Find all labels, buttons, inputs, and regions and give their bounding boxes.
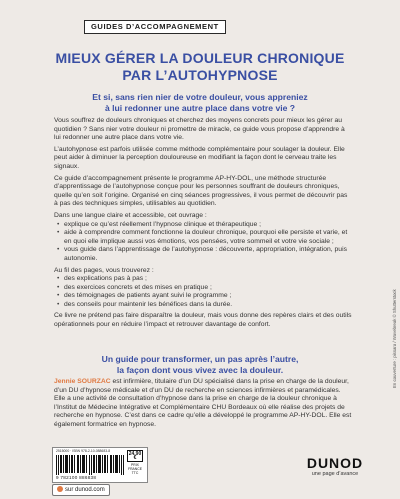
title-block xyxy=(0,50,400,84)
publisher-name: DUNOD xyxy=(306,455,364,471)
price-label: PRIX FRANCE TTC xyxy=(128,463,142,475)
list-item: • des exercices concrets et des mises en pratique ; xyxy=(64,284,352,293)
contents-list xyxy=(54,275,352,309)
barcode-block xyxy=(52,447,148,483)
list-2-intro: Au fil des pages, vous trouverez : xyxy=(54,266,154,274)
list-1-intro: Dans une langue claire et accessible, cet ouvrage : xyxy=(54,211,207,219)
book-title xyxy=(0,50,400,84)
barcode-icon xyxy=(56,455,124,475)
cover-credit: En couverture : pissaro / Wavebreak © Shutterstock xyxy=(392,289,397,388)
list-item: • des conseils pour maintenir les bénéfices dans la durée. xyxy=(64,301,352,310)
barcode-small-text: 2515000 · ISBN 978-2-10-088683-8 xyxy=(56,449,111,453)
list-item: • des explications pas à pas ; xyxy=(64,275,352,284)
paragraph-4: Ce livre ne prétend pas faire disparaître la douleur, mais vous donne des repères clairs et des outils opérationnels pour en réduire l’impact et retrouver davantage de confort. xyxy=(54,312,352,329)
title-line-1: MIEUX GÉRER LA DOULEUR CHRONIQUE xyxy=(55,50,345,66)
publisher-tagline: une page d’avance xyxy=(311,471,359,477)
list-item: • vous guide dans l’apprentissage de l’autohypnose : découverte, appropriation, intégration, puis autonomie. xyxy=(64,246,352,263)
intro-question-line-2: à lui redonner une autre place dans votre vie ? xyxy=(104,103,296,113)
globe-icon xyxy=(57,486,63,492)
website-text: sur dunod.com xyxy=(65,487,105,493)
price-tag xyxy=(127,450,143,478)
title-line-2: PAR L’AUTOHYPNOSE xyxy=(122,67,278,83)
paragraph-2: L’autohypnose est parfois utilisée comme méthode complémentaire pour soulager la douleur. Elle peut aider à diminuer la perception douloureuse en modifiant la façon dont le cerveau traite les signaux. xyxy=(54,145,345,170)
author-bio-text: est infirmière, titulaire d’un DU spécialisé dans la prise en charge de la douleur, d’un DU d’hypnose médicale et d’un DU de recherche en sciences infirmières et paramédicales. Elle a une activité de consultation d’hypnose dans la prise en charge de la douleur chronique à l’Institut de Médecine Intégrative et Complémentaire CHU Bordeaux où elle réalise des projets de recherche en hypnose. C’est dans ce cadre qu’elle a développé le programme AP-HY-DOL. Elle est également formatrice en hypnose. xyxy=(54,378,352,428)
series-label: GUIDES D’ACCOMPAGNEMENT xyxy=(84,20,226,34)
tagline-line-1: Un guide pour transformer, un pas après l’autre, xyxy=(101,354,299,364)
list-item: • des témoignages de patients ayant suivi le programme ; xyxy=(64,292,352,301)
barcode-digits: 9 782100 886838 xyxy=(56,475,97,480)
tagline xyxy=(40,354,360,376)
intro-question xyxy=(40,92,360,114)
price: 24,90 € xyxy=(128,451,142,461)
list-item: • explique ce qu’est réellement l’hypnose clinique et thérapeutique ; xyxy=(64,221,352,230)
paragraph-1: Vous souffrez de douleurs chroniques et cherchez des moyens concrets pour mieux les gérer au quotidien ? Sans nier votre douleur ni promettre de miracle, ce guide vous propose d’apprendre à lui redonner une autre place dans votre vie. xyxy=(54,117,345,142)
description-body xyxy=(54,117,352,333)
tagline-line-2: la façon dont vous vivez avec la douleur. xyxy=(116,365,284,375)
author-bio xyxy=(54,378,352,430)
benefits-list xyxy=(54,221,352,264)
list-item: • aide à comprendre comment fonctionne la douleur chronique, pourquoi elle persiste et varie, et en quoi elle implique aussi vos émotions, vos pensées, votre sommeil et votre vie sociale ; xyxy=(64,229,352,246)
intro-question-line-1: Et si, sans rien nier de votre douleur, vous appreniez xyxy=(92,92,308,102)
publisher-logo xyxy=(300,455,370,478)
author-name: Jennie SOURZAC xyxy=(54,378,111,385)
website-link[interactable] xyxy=(52,484,110,496)
paragraph-3: Ce guide d’accompagnement présente le programme AP-HY-DOL, une méthode structurée d’apprentissage de l’autohypnose conçue pour les personnes souffrant de douleurs chroniques, quelle qu’en soit l’origine. Organisé en cinq séances progressives, il vous permet de découvrir pas à pas des techniques simples, utilisables au quotidien. xyxy=(54,174,348,208)
